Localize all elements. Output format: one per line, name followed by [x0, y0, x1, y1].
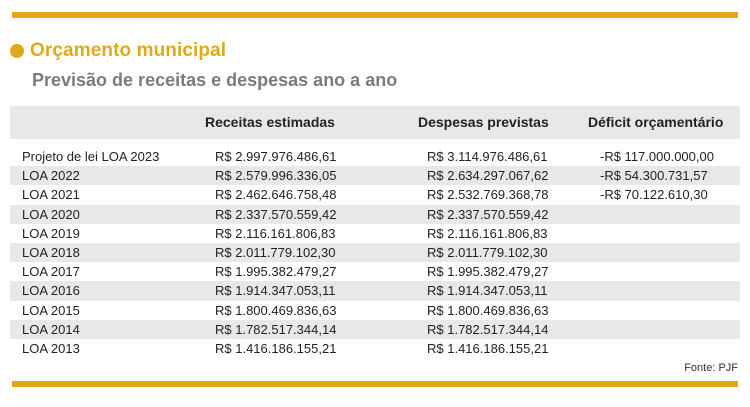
deficit-cell: -R$ 70.122.610,30	[600, 187, 708, 203]
column-header-deficit: Déficit orçamentário	[588, 114, 724, 130]
column-header-despesas: Despesas previstas	[418, 114, 549, 130]
column-header-receitas: Receitas estimadas	[205, 114, 335, 130]
receitas-cell: R$ 1.914.347.053,11	[215, 283, 336, 299]
despesas-cell: R$ 1.800.469.836,63	[427, 302, 549, 318]
receitas-cell: R$ 2.997.976.486,61	[215, 149, 337, 164]
page-title: Orçamento municipal	[30, 40, 227, 61]
table-row	[10, 262, 740, 281]
row-label: LOA 2020	[22, 206, 80, 222]
table-row	[10, 205, 740, 224]
row-label: LOA 2018	[22, 244, 80, 260]
row-label: LOA 2022	[22, 168, 80, 184]
row-label: Projeto de lei LOA 2023	[22, 149, 160, 164]
receitas-cell: R$ 1.416.186.155,21	[215, 340, 337, 356]
table-body	[10, 147, 740, 358]
receitas-cell: R$ 2.462.646.758,48	[215, 187, 337, 203]
row-label: LOA 2021	[22, 187, 80, 203]
receitas-cell: R$ 2.011.779.102,30	[215, 244, 336, 260]
despesas-cell: R$ 2.011.779.102,30	[427, 244, 548, 260]
despesas-cell: R$ 2.634.297.067,62	[427, 168, 549, 184]
despesas-cell: R$ 1.995.382.479,27	[427, 264, 549, 280]
despesas-cell: R$ 2.532.769.368,78	[427, 187, 549, 203]
despesas-cell: R$ 1.782.517.344,14	[427, 321, 549, 337]
row-label: LOA 2015	[22, 302, 80, 318]
receitas-cell: R$ 2.337.570.559,42	[215, 206, 337, 222]
receitas-cell: R$ 1.800.469.836,63	[215, 302, 337, 318]
receitas-cell: R$ 2.579.996.336,05	[215, 168, 337, 184]
top-accent-bar	[12, 12, 738, 18]
table-row	[10, 185, 740, 204]
deficit-cell: -R$ 117.000.000,00	[600, 149, 714, 164]
row-label: LOA 2016	[22, 283, 80, 299]
despesas-cell: R$ 1.416.186.155,21	[427, 340, 549, 356]
table-row	[10, 147, 740, 166]
table-row	[10, 243, 740, 262]
table-header	[10, 106, 740, 139]
receitas-cell: R$ 1.995.382.479,27	[215, 264, 337, 280]
table-row	[10, 301, 740, 320]
deficit-cell: -R$ 54.300.731,57	[600, 168, 708, 184]
row-label: LOA 2013	[22, 340, 80, 356]
source-note: Fonte: PJF	[684, 362, 738, 374]
receitas-cell: R$ 2.116.161.806,83	[215, 225, 336, 241]
bottom-accent-bar	[12, 381, 738, 387]
receitas-cell: R$ 1.782.517.344,14	[215, 321, 337, 337]
table-row	[10, 339, 740, 358]
row-label: LOA 2017	[22, 264, 80, 280]
despesas-cell: R$ 3.114.976.486,61	[427, 149, 548, 164]
chart-header	[10, 40, 226, 62]
table-row	[10, 166, 740, 185]
bullet-dot-icon	[10, 44, 24, 58]
row-label: LOA 2019	[22, 225, 80, 241]
budget-table	[10, 106, 740, 358]
despesas-cell: R$ 1.914.347.053,11	[427, 283, 548, 299]
despesas-cell: R$ 2.116.161.806,83	[427, 225, 548, 241]
despesas-cell: R$ 2.337.570.559,42	[427, 206, 549, 222]
table-row	[10, 224, 740, 243]
table-row	[10, 281, 740, 300]
row-label: LOA 2014	[22, 321, 80, 337]
table-row	[10, 320, 740, 339]
page-subtitle: Previsão de receitas e despesas ano a ano	[32, 70, 398, 90]
